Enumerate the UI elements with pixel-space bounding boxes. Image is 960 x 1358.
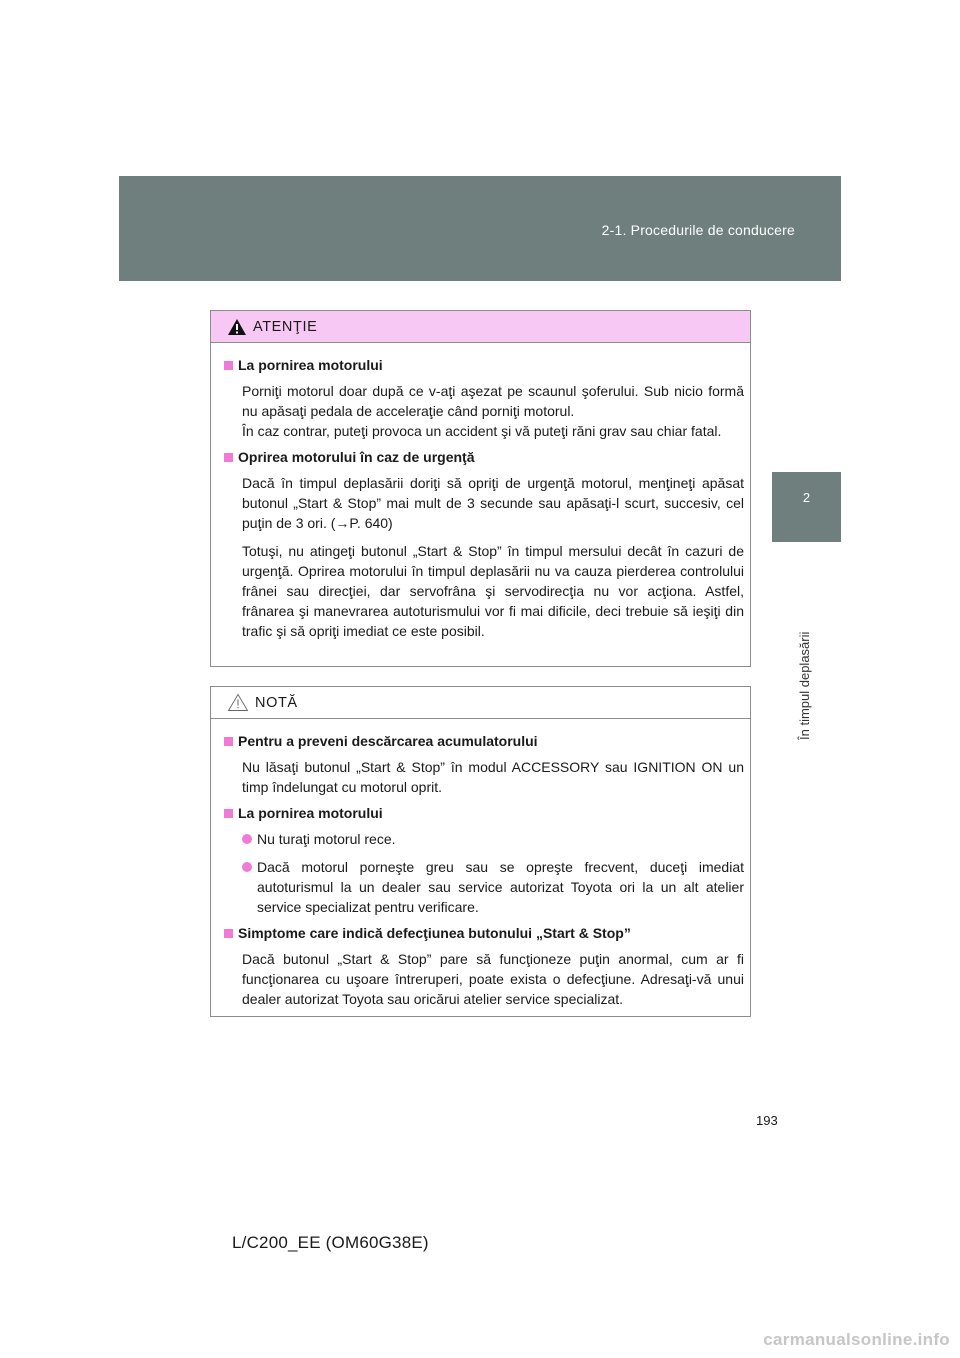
note-box-header (211, 687, 750, 719)
warning-box-header (211, 311, 750, 343)
watermark: carmanualsonline.info (763, 1330, 950, 1349)
square-bullet-icon (224, 737, 233, 746)
section-heading-text: Oprirea motorului în caz de urgenţă (238, 449, 475, 465)
caution-outline-icon (227, 693, 249, 712)
warning-section-heading (224, 357, 744, 373)
note-box-title: NOTĂ (255, 694, 298, 711)
warning-box (210, 310, 751, 667)
note-section-heading (224, 805, 744, 821)
square-bullet-icon (224, 809, 233, 818)
square-bullet-icon (224, 453, 233, 462)
warning-box-body (211, 343, 750, 641)
square-bullet-icon (224, 929, 233, 938)
round-bullet-icon (242, 862, 252, 872)
warning-section-heading (224, 449, 744, 465)
note-section-heading (224, 733, 744, 749)
list-item (242, 829, 744, 849)
section-heading-text: Pentru a preveni descărcarea acumulatorului (238, 733, 538, 749)
header-band (119, 176, 841, 281)
note-paragraph: Dacă butonul „Start & Stop” pare să funcţioneze puţin anormal, cum ar fi funcţionarea cu uşoare întreruperi, poate exista o defecţiune. Adresaţi-vă unui dealer autorizat Toyota sau oricărui atelier service specializat. (242, 951, 744, 1007)
warning-paragraph: Porniţi motorul doar după ce v-aţi aşezat pe scaunul şoferului. Sub nicio formă nu apăsaţi pedala de acceleraţie când porniţi motorul. În caz contrar, puteţi provoca un accident şi vă puteţi răni grav sau chiar fatal. (242, 383, 744, 439)
warning-paragraph: Dacă în timpul deplasării doriţi să opriţi de urgenţă motorul, menţineţi apăsat butonul „Start & Stop” mai mult de 3 secunde sau apăsaţi-l scurt, succesiv, cel puţin de 3 ori. (→P. 640) (242, 475, 744, 531)
square-bullet-icon (224, 361, 233, 370)
list-item-text: Dacă motorul porneşte greu sau se opreşte frecvent, duceţi imediat autoturismul la un dealer sau service autorizat Toyota ori la un alt atelier service specializat pentru verificare. (257, 859, 744, 915)
warning-box-title: ATENŢIE (253, 318, 318, 335)
chapter-number: 2 (802, 490, 811, 505)
section-title: 2-1. Procedurile de conducere (601, 222, 795, 238)
note-box-body (211, 719, 750, 1009)
document-code: L/C200_EE (OM60G38E) (232, 1233, 429, 1252)
page-number: 193 (756, 1113, 778, 1128)
note-box (210, 686, 751, 1017)
section-heading-text: La pornirea motorului (238, 805, 383, 821)
chapter-title: În timpul deplasării (797, 631, 812, 740)
chapter-tab (772, 472, 841, 542)
round-bullet-icon (242, 834, 252, 844)
note-section-heading (224, 925, 744, 941)
note-paragraph: Nu lăsaţi butonul „Start & Stop” în modul ACCESSORY sau IGNITION ON un timp îndelungat cu motorul oprit. (242, 759, 744, 795)
section-heading-text: La pornirea motorului (238, 357, 383, 373)
list-item (242, 857, 744, 917)
section-heading-text: Simptome care indică defecţiunea butonului „Start & Stop” (238, 925, 631, 941)
warning-triangle-icon (227, 318, 247, 336)
warning-paragraph: Totuşi, nu atingeţi butonul „Start & Stop” în timpul mersului decât în cazuri de urgenţă. Oprirea motorului în timpul deplasării nu va cauza pierderea controlului frânei sau direcţiei, dar servofrâna şi servodirecţia nu vor acţiona. Astfel, frânarea şi manevrarea autoturismului vor fi mai dificile, deci trebuie să ieşiţi din trafic şi să opriţi imediat ce este posibil. (242, 543, 744, 639)
list-item-text: Nu turaţi motorul rece. (257, 831, 396, 847)
